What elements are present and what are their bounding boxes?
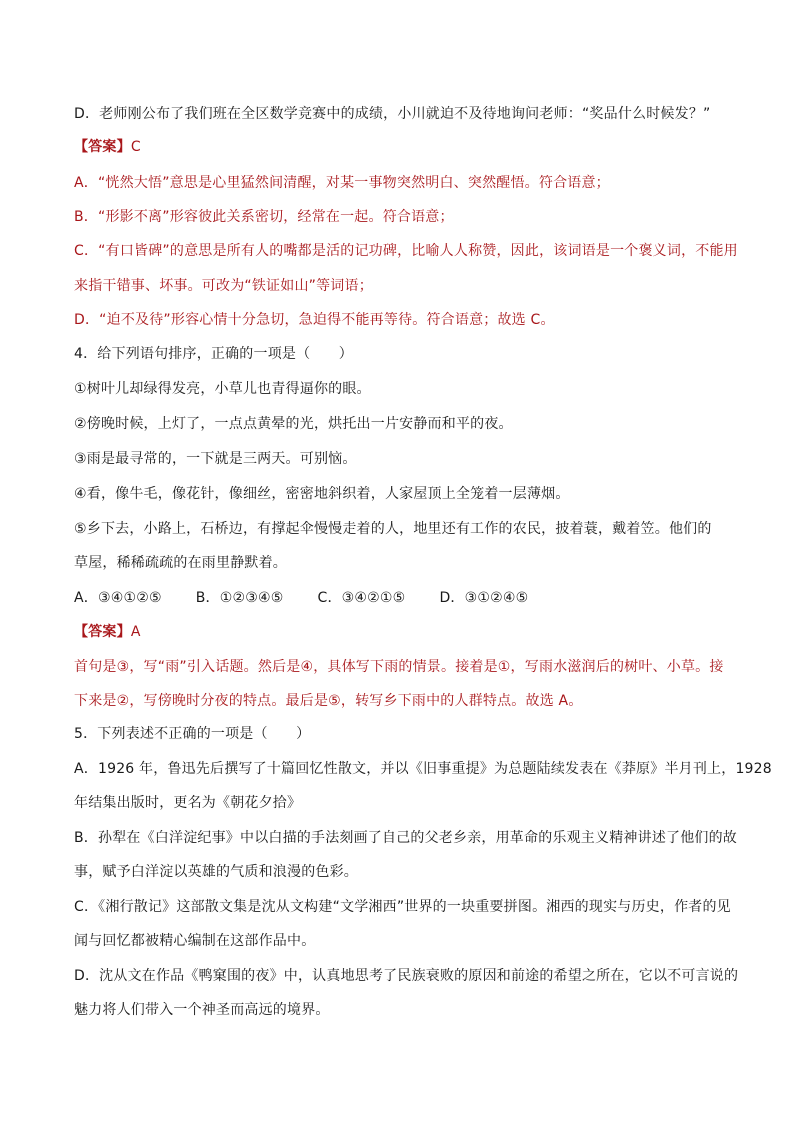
- q4-sentence: ⑤乡下去，小路上，石桥边，有撑起伞慢慢走着的人，地里还有工作的农民，披着蓑，戴着笠。他们的: [74, 521, 712, 537]
- q5-line: B．孙犁在《白洋淀纪事》中以白描的手法刻画了自己的父老乡亲，用革命的乐观主义精神讲述了他们的故: [74, 830, 738, 846]
- q5-line: 年结集出版时，更名为《朝花夕拾》: [74, 795, 302, 811]
- q3-explanation-line: D．“迫不及待”形容心情十分急切，急迫得不能再等待。符合语意；故选 C。: [74, 312, 555, 328]
- answer-tag: 【答案】: [74, 139, 131, 155]
- q3-explanation-line: B．“形影不离”形容彼此关系密切，经常在一起。符合语意；: [74, 209, 454, 225]
- q4-options: [74, 588, 734, 608]
- answer-tag: 【答案】: [74, 624, 131, 640]
- q3-option-d: D．老师刚公布了我们班在全区数学竞赛中的成绩，小川就迫不及待地询问老师：“奖品什么时候发？”: [74, 106, 711, 122]
- q5-line: 魅力将人们带入一个神圣而高远的境界。: [74, 1002, 330, 1018]
- q4-answer: [74, 622, 734, 642]
- q3-explanation-line: C．“有口皆碑”的意思是所有人的嘴都是活的记功碑，比喻人人称赞，因此，该词语是一个褒义词，不能用: [74, 243, 738, 259]
- q5-stem: 5．下列表述不正确的一项是（ ）: [74, 726, 311, 742]
- q4-sentence: 草屋，稀稀疏疏的在雨里静默着。: [74, 555, 287, 571]
- q4-stem: 4．给下列语句排序，正确的一项是（ ）: [74, 346, 353, 362]
- q5-line: D．沈从文在作品《鸭窠围的夜》中，认真地思考了民族衰败的原因和前途的希望之所在，它以不可言说的: [74, 968, 739, 984]
- q5-line: 事，赋予白洋淀以英雄的气质和浪漫的色彩。: [74, 864, 358, 880]
- q5-line: A．1926 年，鲁迅先后撰写了十篇回忆性散文，并以《旧事重提》为总题陆续发表在《莽原》半月刊上，1928: [74, 761, 772, 777]
- q5-line: C．《湘行散记》这部散文集是沈从文构建“文学湘西”世界的一块重要拼图。湘西的现实与历史，作者的见: [74, 899, 731, 915]
- q4-option-a: A．③④①②⑤: [74, 590, 162, 606]
- q3-answer: [74, 137, 734, 157]
- q5-line: 闻与回忆都被精心编制在这部作品中。: [74, 933, 316, 949]
- q4-sentence: ②傍晚时候，上灯了，一点点黄晕的光，烘托出一片安静而和平的夜。: [74, 416, 513, 432]
- q4-option-b: B．①②③④⑤: [195, 590, 284, 606]
- q4-explanation-line: 下来是②，写傍晚时分夜的特点。最后是⑤，转写乡下雨中的人群特点。故选 A。: [74, 693, 583, 709]
- q4-option-d: D．③①②④⑤: [439, 590, 529, 606]
- answer-value: A: [130, 624, 141, 640]
- q4-sentence: ④看，像牛毛，像花针，像细丝，密密地斜织着，人家屋顶上全笼着一层薄烟。: [74, 486, 570, 502]
- q3-explanation-line: A．“恍然大悟”意思是心里猛然间清醒，对某一事物突然明白、突然醒悟。符合语意；: [74, 175, 610, 191]
- q4-sentence: ③雨是最寻常的，一下就是三两天。可别恼。: [74, 451, 357, 467]
- answer-value: C: [130, 139, 141, 155]
- q4-sentence: ①树叶儿却绿得发亮，小草儿也青得逼你的眼。: [74, 381, 371, 397]
- q4-option-c: C．③④②①⑤: [317, 590, 406, 606]
- q4-explanation-line: 首句是③，写“雨”引入话题。然后是④，具体写下雨的情景。接着是①，写雨水滋润后的树叶、小草。接: [74, 659, 724, 675]
- q3-explanation-line: 来指干错事、坏事。可改为“铁证如山”等词语；: [74, 278, 373, 294]
